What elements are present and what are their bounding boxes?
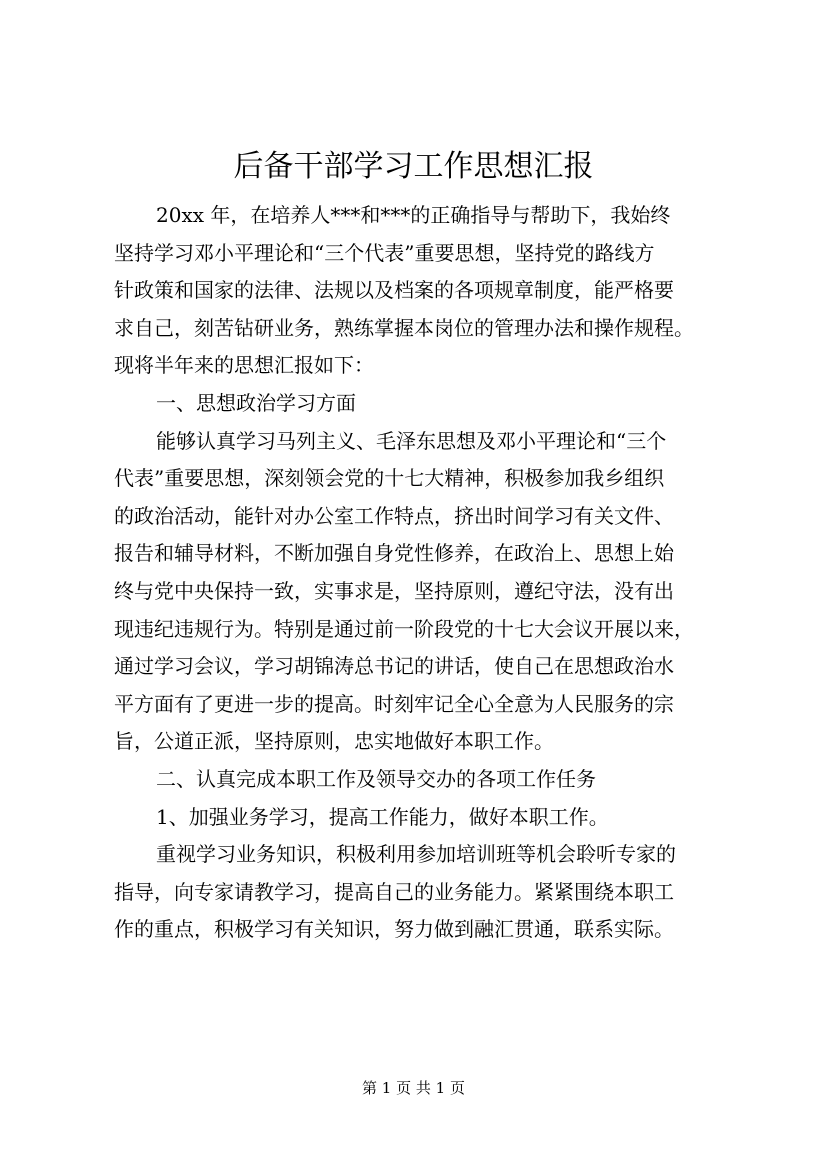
paragraph-line: 作的重点，积极学习有关知识，努力做到融汇贯通，联系实际。 <box>114 917 674 942</box>
paragraph-line: 针政策和国家的法律、法规以及档案的各项规章制度，能严格要 <box>114 278 674 303</box>
page-footer: 第 1 页 共 1 页 <box>362 1079 465 1097</box>
paragraph-line: 报告和辅导材料，不断加强自身党性修养，在政治上、思想上始 <box>114 541 674 566</box>
paragraph-line: 旨，公道正派，坚持原则，忠实地做好本职工作。 <box>114 729 554 754</box>
document-title: 后备干部学习工作思想汇报 <box>233 149 594 184</box>
section-heading: 二、认真完成本职工作及领导交办的各项工作任务 <box>156 766 596 791</box>
subsection-heading: 1、加强业务学习，提高工作能力，做好本职工作。 <box>156 804 609 829</box>
paragraph-line: 平方面有了更进一步的提高。时刻牢记全心全意为人民服务的宗 <box>114 691 674 716</box>
paragraph-line: 代表”重要思想，深刻领会党的十七大精神，积极参加我乡组织 <box>114 466 665 491</box>
paragraph-line: 求自己，刻苦钻研业务，熟练掌握本岗位的管理办法和操作规程。 <box>114 315 694 340</box>
section-heading: 一、思想政治学习方面 <box>156 390 356 415</box>
paragraph-line: 能够认真学习马列主义、毛泽东思想及邓小平理论和“三个 <box>156 428 667 453</box>
paragraph-line: 指导，向专家请教学习，提高自己的业务能力。紧紧围绕本职工 <box>114 879 674 904</box>
paragraph-line: 重视学习业务知识，积极利用参加培训班等机会聆听专家的 <box>156 842 676 867</box>
paragraph-line: 坚持学习邓小平理论和“三个代表”重要思想，坚持党的路线方 <box>114 240 655 265</box>
paragraph-line: 终与党中央保持一致，实事求是，坚持原则，遵纪守法，没有出 <box>114 578 674 603</box>
document-body <box>114 197 728 949</box>
paragraph-line: 20xx 年，在培养人***和***的正确指导与帮助下，我始终 <box>156 203 671 227</box>
paragraph-line: 的政治活动，能针对办公室工作特点，挤出时间学习有关文件、 <box>114 503 674 528</box>
paragraph-line: 现违纪违规行为。特别是通过前一阶段党的十七大会议开展以来， <box>114 616 694 641</box>
paragraph-line: 现将半年来的思想汇报如下： <box>114 353 374 378</box>
paragraph-line: 通过学习会议，学习胡锦涛总书记的讲话，使自己在思想政治水 <box>114 654 674 679</box>
